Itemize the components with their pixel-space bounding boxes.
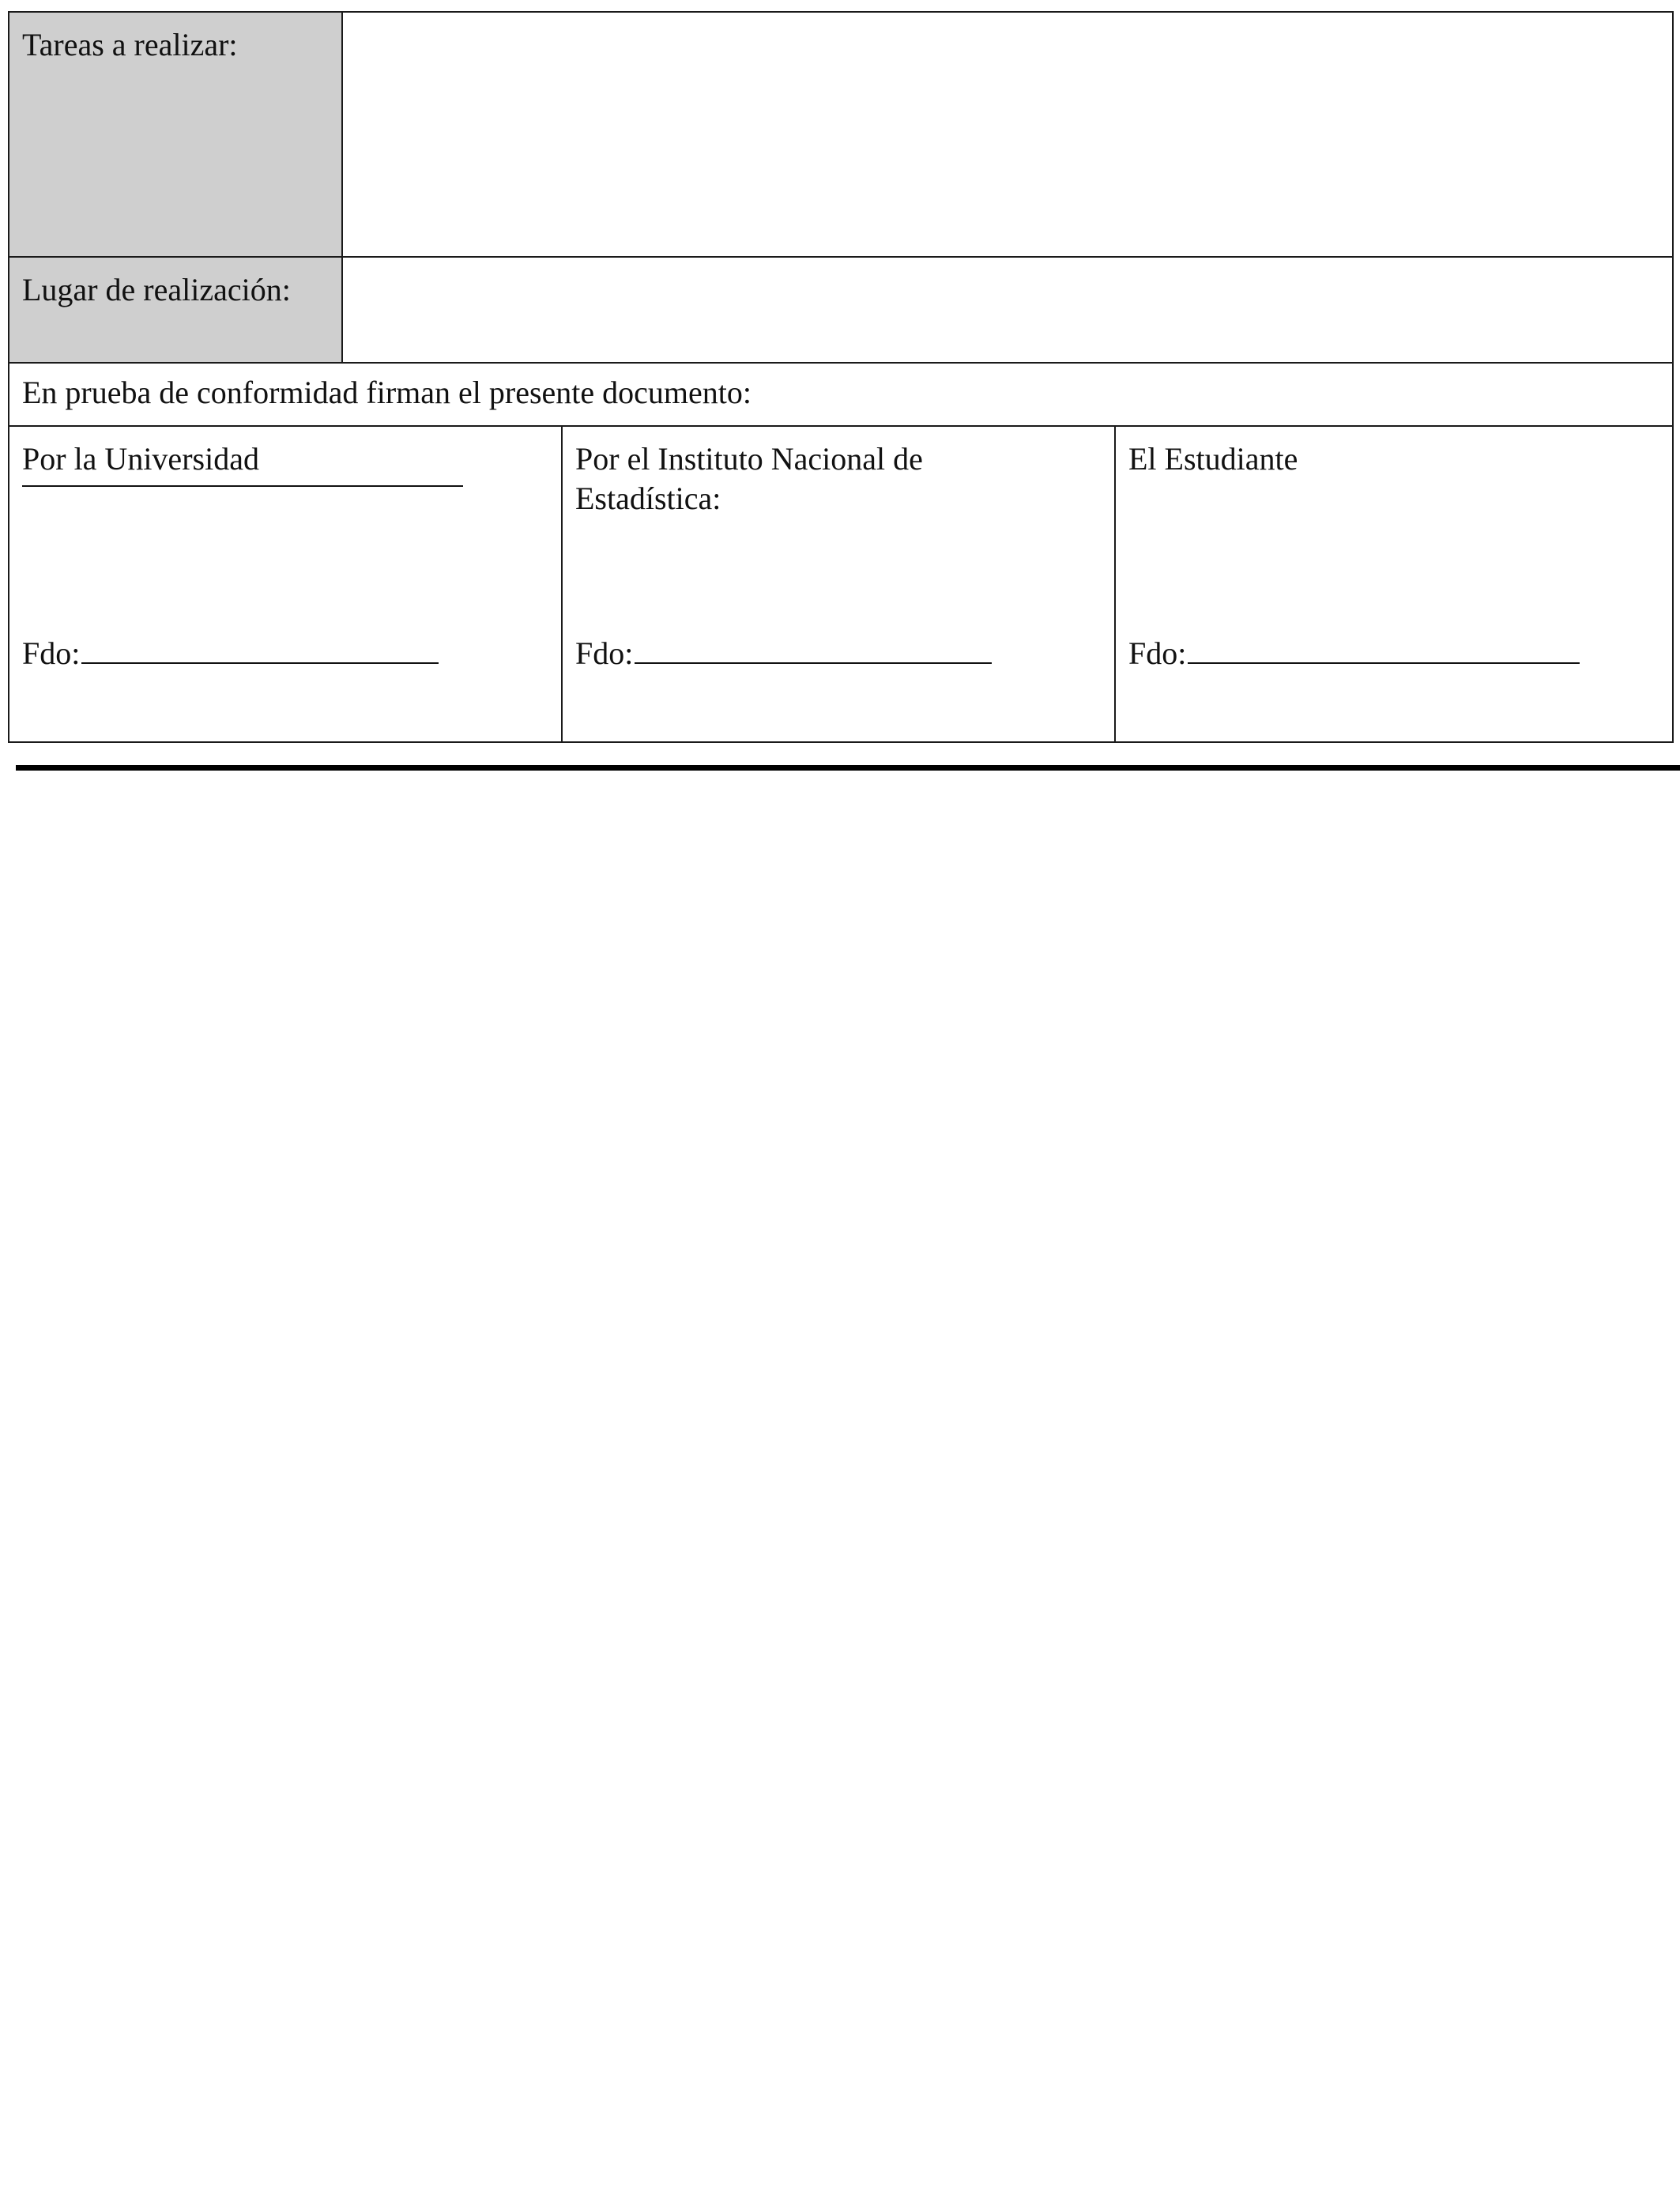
signature-student-title: El Estudiante	[1128, 441, 1298, 477]
tasks-label: Tareas a realizar:	[22, 27, 238, 62]
place-value	[343, 258, 1672, 270]
page-divider	[16, 765, 1680, 771]
fdo-label: Fdo:	[1128, 635, 1187, 671]
conformity-cell	[9, 363, 1673, 426]
tasks-row	[9, 12, 1673, 257]
place-field[interactable]	[342, 257, 1673, 363]
signature-ine-title: Por el Instituto Nacional de Estadística:	[575, 441, 923, 516]
fdo-signature-line	[1188, 642, 1580, 664]
place-row	[9, 257, 1673, 363]
place-label: Lugar de realización:	[22, 272, 291, 307]
signature-university-fdo	[22, 634, 439, 673]
signatures-row	[9, 426, 1673, 742]
agreement-form-table	[8, 11, 1674, 743]
fdo-signature-line	[81, 642, 439, 664]
tasks-value	[343, 13, 1672, 25]
signature-ine-cell[interactable]	[562, 426, 1115, 742]
signature-ine-fdo	[575, 634, 992, 673]
place-label-cell	[9, 257, 342, 363]
signature-student-cell[interactable]	[1115, 426, 1673, 742]
conformity-row	[9, 363, 1673, 426]
signature-student-fdo	[1128, 634, 1580, 673]
fdo-signature-line	[635, 642, 992, 664]
tasks-field[interactable]	[342, 12, 1673, 257]
signature-university-line	[9, 479, 561, 487]
tasks-label-cell	[9, 12, 342, 257]
signature-university-title: Por la Universidad	[22, 441, 259, 477]
fdo-label: Fdo:	[575, 635, 634, 671]
signature-university-cell[interactable]	[9, 426, 562, 742]
conformity-text: En prueba de conformidad firman el presente documento:	[22, 375, 751, 410]
fdo-label: Fdo:	[22, 635, 81, 671]
